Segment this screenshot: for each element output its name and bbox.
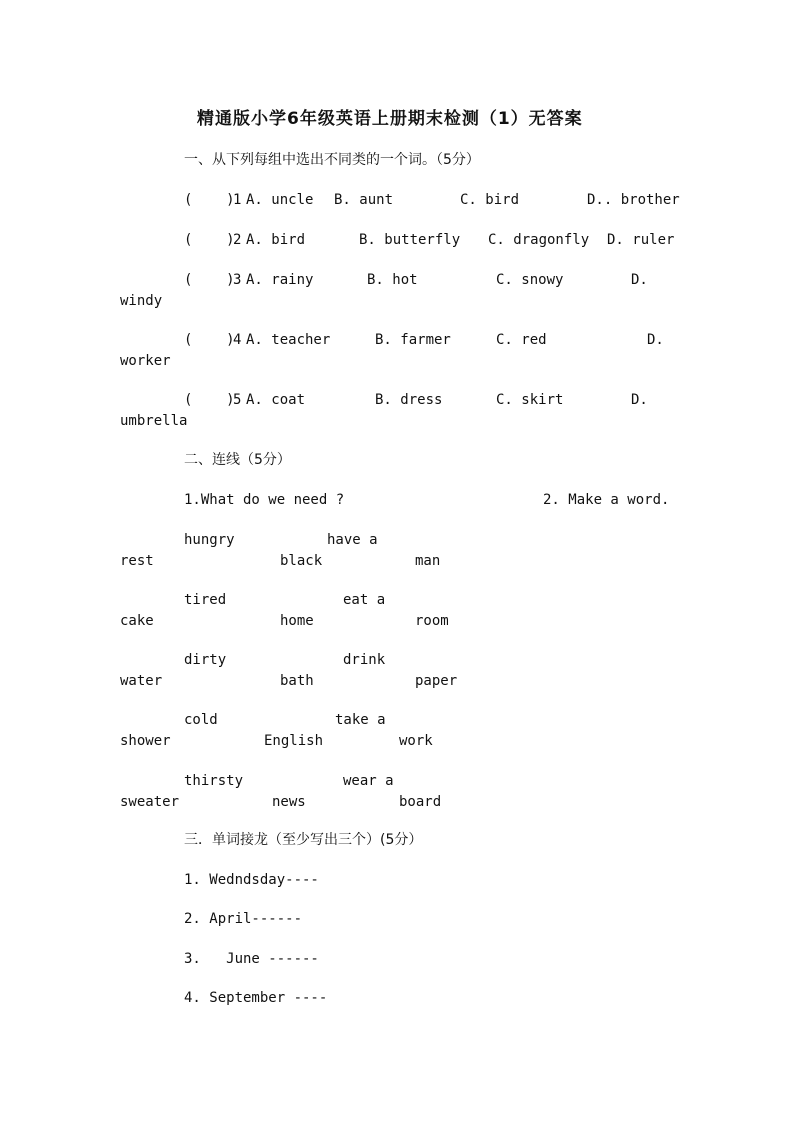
match-word[interactable]: man bbox=[415, 553, 441, 569]
answer-blank[interactable]: ( ) bbox=[184, 272, 235, 288]
word-chain-item[interactable]: 1. Wedndsday---- bbox=[184, 872, 319, 888]
match-word[interactable]: tired bbox=[184, 592, 227, 608]
match-word[interactable]: room bbox=[415, 613, 449, 629]
section1-heading: 一、从下列每组中选出不同类的一个词。（5分） bbox=[184, 152, 480, 168]
option-d-wrap: windy bbox=[120, 293, 163, 309]
option-a: A. bird bbox=[246, 232, 306, 248]
part1-label: 1.What do we need ? bbox=[184, 492, 345, 508]
option-b: B. hot bbox=[367, 272, 418, 288]
option-d: D. bbox=[631, 272, 648, 288]
match-word[interactable]: dirty bbox=[184, 652, 227, 668]
match-word[interactable]: take a bbox=[335, 712, 386, 728]
word-chain-item[interactable]: 4. September ---- bbox=[184, 990, 328, 1006]
page-title: 精通版小学6年级英语上册期末检测（1）无答案 bbox=[197, 109, 583, 129]
option-a: A. coat bbox=[246, 392, 306, 408]
match-word[interactable]: bath bbox=[280, 673, 314, 689]
answer-blank[interactable]: ( ) bbox=[184, 192, 235, 208]
question-number: 3 bbox=[233, 272, 242, 288]
question-number: 5 bbox=[233, 392, 242, 408]
option-b: B. farmer bbox=[375, 332, 451, 348]
match-word[interactable]: work bbox=[399, 733, 433, 749]
option-c: C. dragonfly bbox=[488, 232, 590, 248]
match-word[interactable]: English bbox=[264, 733, 324, 749]
match-word[interactable]: wear a bbox=[343, 773, 394, 789]
option-d-wrap: umbrella bbox=[120, 413, 188, 429]
answer-blank[interactable]: ( ) bbox=[184, 232, 235, 248]
match-word[interactable]: have a bbox=[327, 532, 378, 548]
match-word[interactable]: drink bbox=[343, 652, 386, 668]
answer-blank[interactable]: ( ) bbox=[184, 332, 235, 348]
match-word[interactable]: eat a bbox=[343, 592, 386, 608]
option-a: A. rainy bbox=[246, 272, 314, 288]
option-d: D. bbox=[647, 332, 664, 348]
match-word[interactable]: shower bbox=[120, 733, 171, 749]
section3-heading: 三．单词接龙（至少写出三个）(5分） bbox=[184, 832, 423, 848]
option-b: B. aunt bbox=[334, 192, 394, 208]
option-d: D. bbox=[631, 392, 648, 408]
option-d-wrap: worker bbox=[120, 353, 171, 369]
option-c: C. snowy bbox=[496, 272, 564, 288]
match-word[interactable]: hungry bbox=[184, 532, 235, 548]
option-a: A. teacher bbox=[246, 332, 331, 348]
match-word[interactable]: water bbox=[120, 673, 163, 689]
match-word[interactable]: sweater bbox=[120, 794, 180, 810]
part2-label: 2. Make a word. bbox=[543, 492, 670, 508]
word-chain-item[interactable]: 3. June ------ bbox=[184, 951, 319, 967]
answer-blank[interactable]: ( ) bbox=[184, 392, 235, 408]
question-number: 2 bbox=[233, 232, 242, 248]
match-word[interactable]: cold bbox=[184, 712, 218, 728]
match-word[interactable]: board bbox=[399, 794, 442, 810]
option-c: C. skirt bbox=[496, 392, 564, 408]
option-c: C. bird bbox=[460, 192, 520, 208]
option-a: A. uncle bbox=[246, 192, 314, 208]
option-b: B. dress bbox=[375, 392, 443, 408]
question-number: 1 bbox=[233, 192, 242, 208]
option-d: D.. brother bbox=[587, 192, 680, 208]
match-word[interactable]: cake bbox=[120, 613, 154, 629]
match-word[interactable]: rest bbox=[120, 553, 154, 569]
match-word[interactable]: black bbox=[280, 553, 323, 569]
question-number: 4 bbox=[233, 332, 242, 348]
match-word[interactable]: paper bbox=[415, 673, 458, 689]
match-word[interactable]: thirsty bbox=[184, 773, 244, 789]
option-b: B. butterfly bbox=[359, 232, 461, 248]
option-d: D. ruler bbox=[607, 232, 675, 248]
option-c: C. red bbox=[496, 332, 547, 348]
match-word[interactable]: home bbox=[280, 613, 314, 629]
match-word[interactable]: news bbox=[272, 794, 306, 810]
word-chain-item[interactable]: 2. April------ bbox=[184, 911, 303, 927]
section2-heading: 二、连线（5分） bbox=[184, 452, 291, 468]
